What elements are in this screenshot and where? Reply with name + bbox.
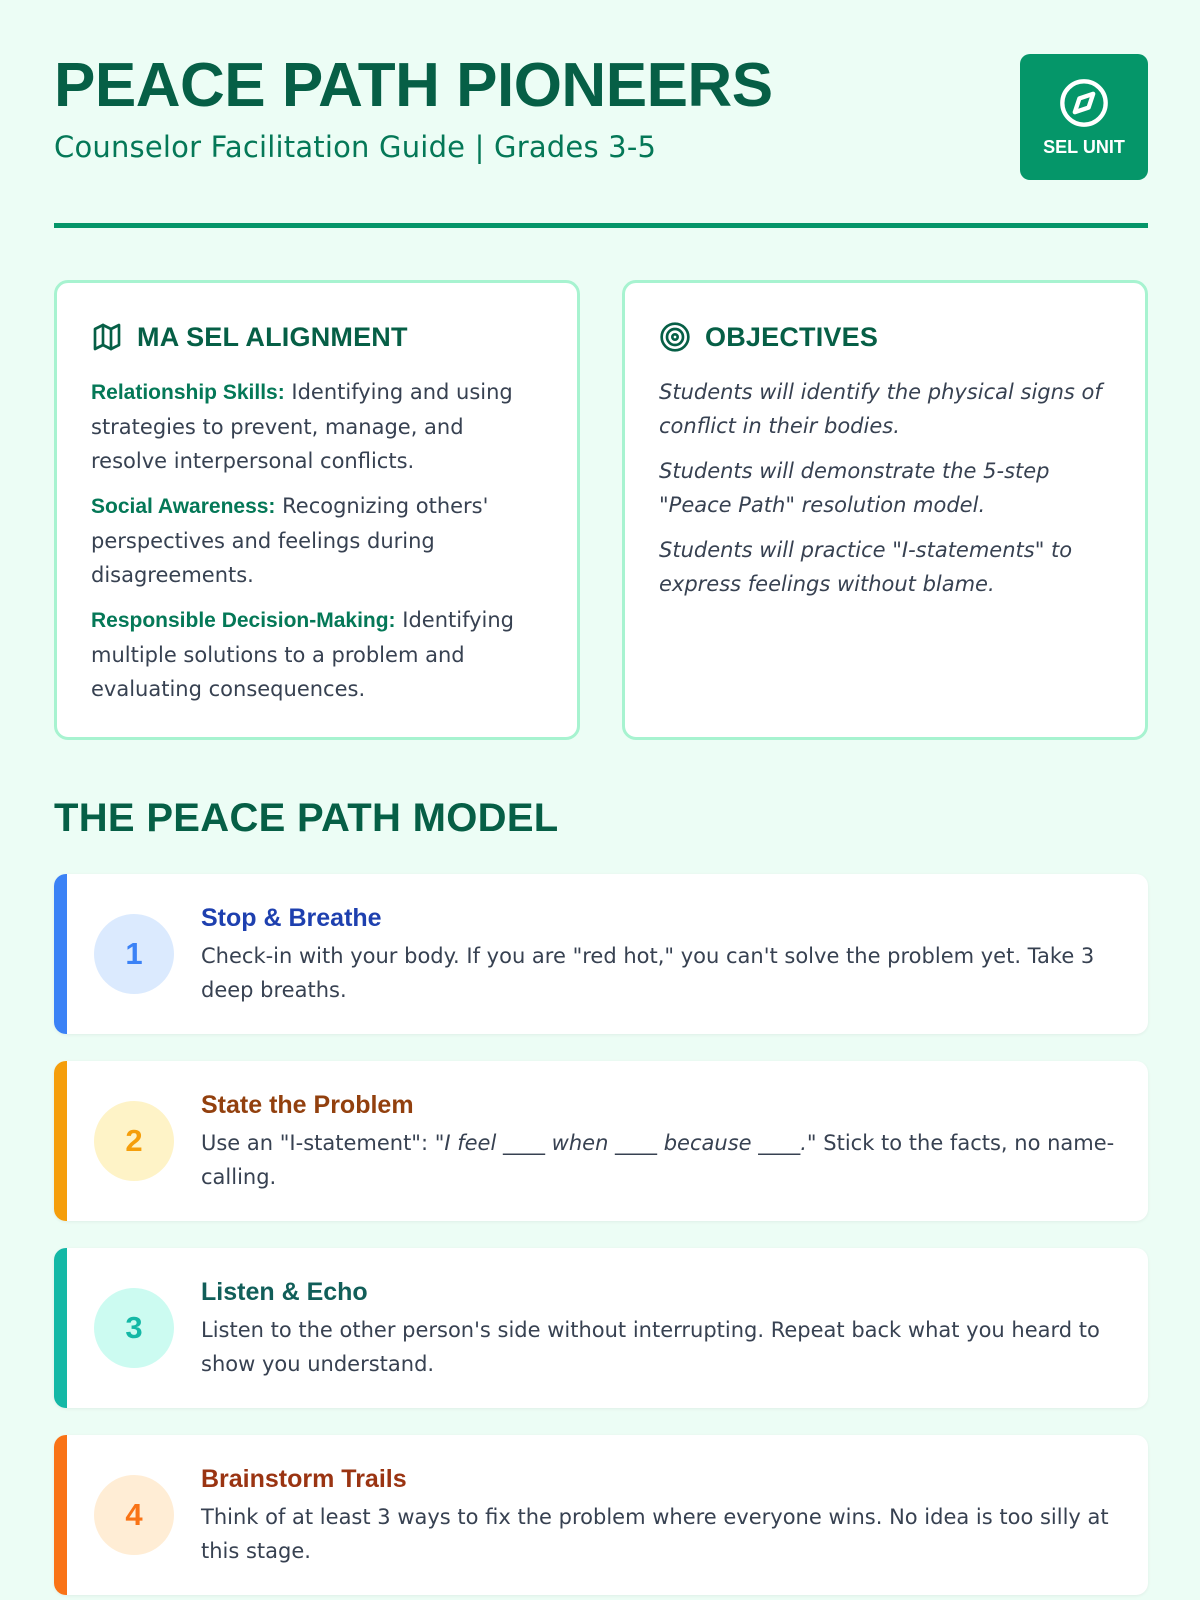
- step-content: [201, 1091, 1118, 1194]
- objectives-title: OBJECTIVES: [705, 321, 879, 352]
- step-card: [54, 1061, 1148, 1221]
- step-card: [54, 874, 1148, 1034]
- alignment-item: [91, 603, 543, 706]
- step-description: Check-in with your body. If you are "red hot," you can't solve the problem yet. Take 3 deep breaths.: [201, 944, 1095, 1002]
- target-icon: [659, 321, 691, 353]
- alignment-text: Recognizing others' perspectives and feelings during disagreements.: [91, 494, 489, 587]
- alignment-label: Social Awareness:: [91, 495, 276, 518]
- step-title: State the Problem: [201, 1091, 414, 1119]
- objectives-card: [622, 280, 1148, 740]
- alignment-text: Identifying multiple solutions to a problem and evaluating consequences.: [91, 608, 514, 701]
- step-card: [54, 1248, 1148, 1408]
- step-title: Stop & Breathe: [201, 904, 382, 932]
- alignment-label: Relationship Skills:: [91, 381, 285, 404]
- alignment-item: [91, 375, 543, 478]
- info-cards: [54, 280, 1148, 740]
- alignment-title: MA SEL ALIGNMENT: [137, 321, 408, 352]
- compass-icon: [1058, 77, 1110, 129]
- step-description-pre: Use an "I-statement":: [201, 1131, 435, 1155]
- step-content: [201, 1465, 1118, 1568]
- step-accent-bar: [54, 1248, 67, 1408]
- step-number: 3: [94, 1288, 174, 1368]
- sel-unit-badge: [1020, 54, 1148, 180]
- objectives-card-header: [659, 321, 1111, 353]
- badge-label: SEL UNIT: [1043, 136, 1125, 157]
- step-content: [201, 904, 1118, 1007]
- alignment-label: Responsible Decision-Making:: [91, 609, 396, 632]
- header: [54, 0, 1148, 228]
- step-accent-bar: [54, 1061, 67, 1221]
- step-number: 2: [94, 1101, 174, 1181]
- alignment-card: [54, 280, 580, 740]
- objective-item: Students will identify the physical signs of conflict in their bodies.: [659, 380, 1102, 438]
- step-description: Listen to the other person's side without interrupting. Repeat back what you heard to show you understand.: [201, 1318, 1100, 1376]
- step-accent-bar: [54, 874, 67, 1034]
- alignment-text: Identifying and using strategies to prevent, manage, and resolve interpersonal conflicts.: [91, 380, 513, 473]
- page-title: PEACE PATH PIONEERS: [54, 51, 773, 120]
- i-statement-template: "I feel ____ when ____ because ____.": [434, 1131, 817, 1155]
- objective-item: Students will practice "I-statements" to express feelings without blame.: [659, 538, 1073, 596]
- step-description: Think of at least 3 ways to fix the problem where everyone wins. No idea is too silly at this stage.: [201, 1505, 1109, 1563]
- step-number: 1: [94, 914, 174, 994]
- step-card: [54, 1435, 1148, 1595]
- step-title: Listen & Echo: [201, 1278, 368, 1306]
- map-icon: [91, 321, 123, 353]
- step-content: [201, 1278, 1118, 1381]
- objective-item: Students will demonstrate the 5-step "Peace Path" resolution model.: [659, 459, 1050, 517]
- step-description: [201, 1126, 1118, 1194]
- alignment-item: [91, 489, 543, 592]
- step-title: Brainstorm Trails: [201, 1465, 407, 1493]
- guide-page: [54, 0, 1148, 1563]
- page-subtitle: Counselor Facilitation Guide | Grades 3-5: [54, 130, 657, 164]
- step-description-post: Stick to the facts, no name-calling.: [201, 1131, 1115, 1189]
- step-accent-bar: [54, 1435, 67, 1595]
- alignment-card-header: [91, 321, 543, 353]
- step-number: 4: [94, 1475, 174, 1555]
- section-title: THE PEACE PATH MODEL: [54, 796, 559, 840]
